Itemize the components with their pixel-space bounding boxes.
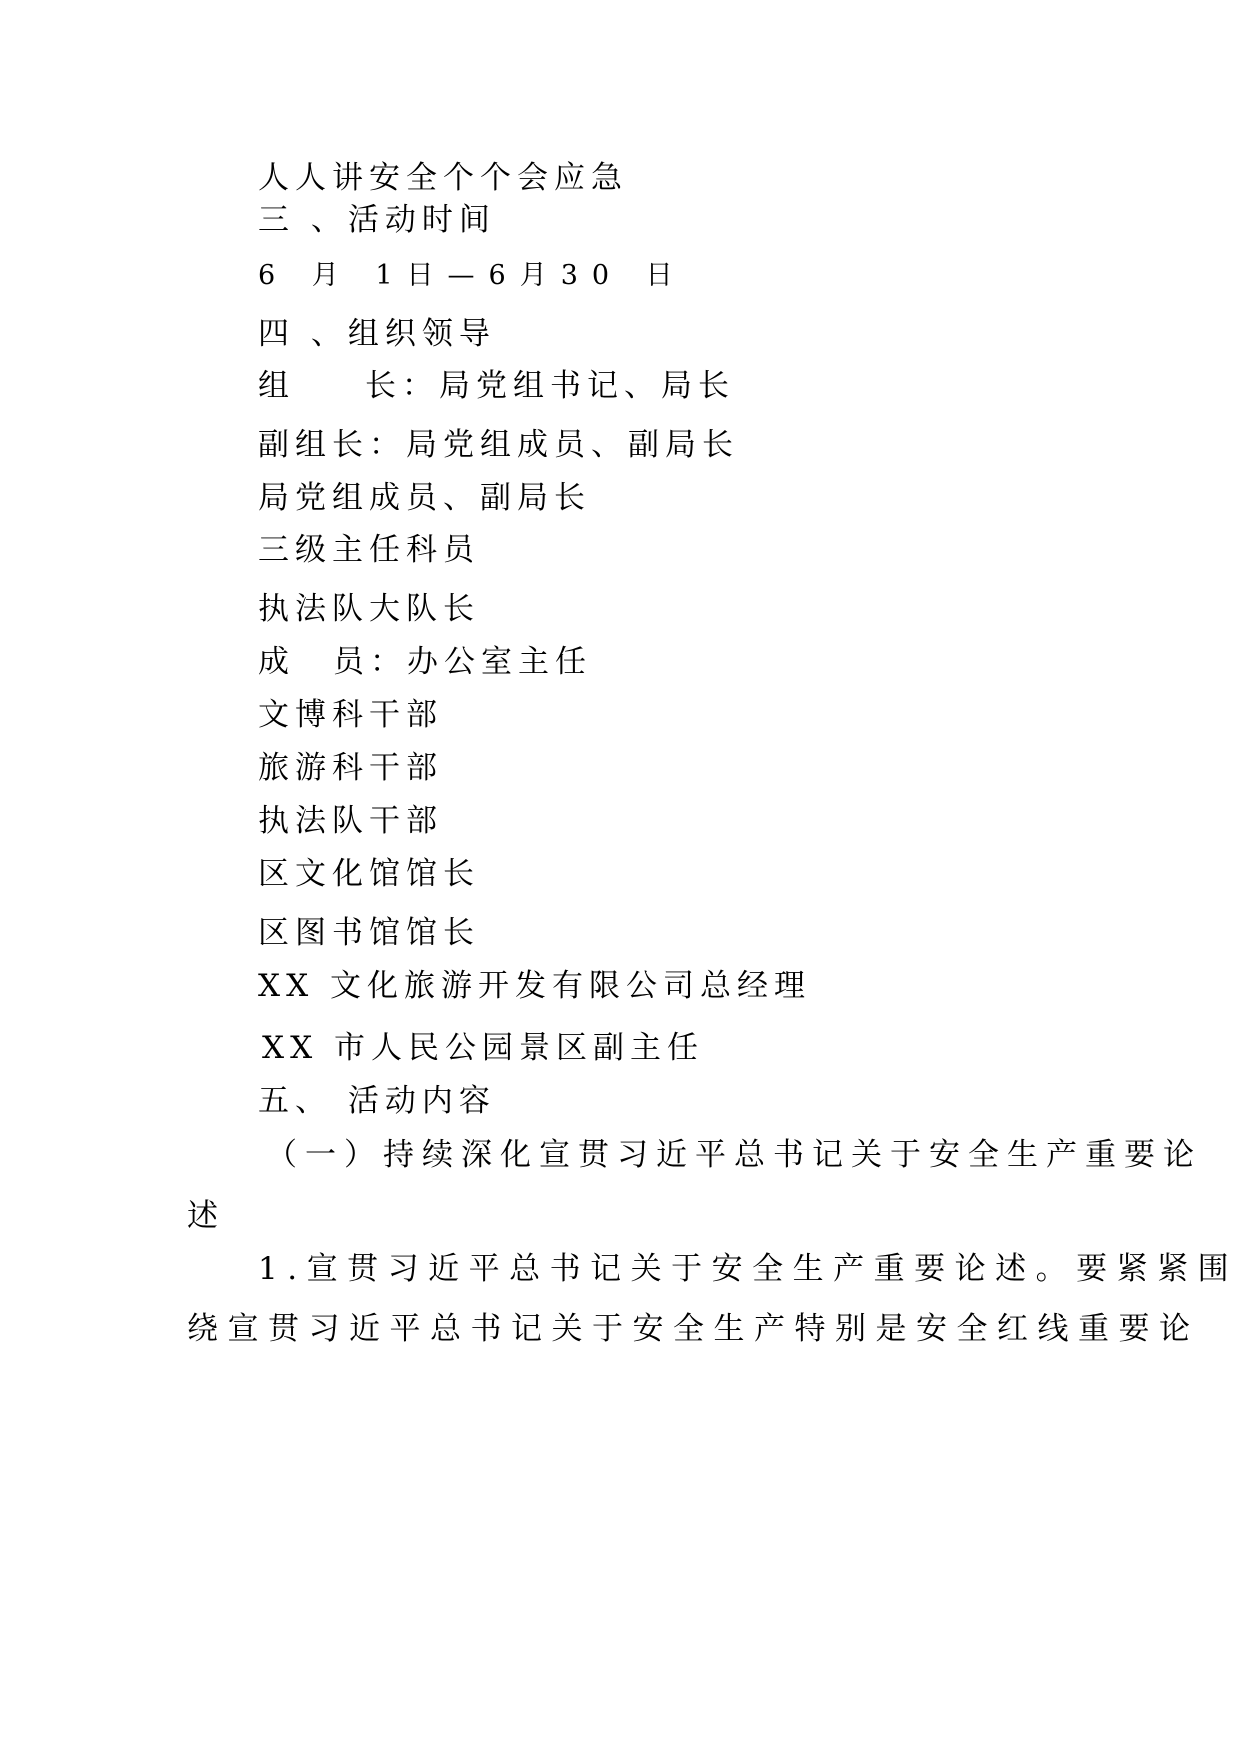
member-label-left: 成: [258, 644, 295, 680]
subsection-heading-1-cont: 述: [187, 1198, 228, 1234]
paragraph-1-line-2: 绕宣贯习近平总书记关于安全生产特别是安全红线重要论: [187, 1311, 1200, 1347]
deputy-leader-line-3: 三级主任科员: [258, 532, 480, 568]
paragraph-1-line-1: 1.宣贯习近平总书记关于安全生产重要论述。要紧紧围: [258, 1251, 1239, 1287]
member-label-right: 员：办公室主任: [333, 644, 592, 680]
member-line: [258, 642, 592, 682]
subsection-heading-1: （一）持续深化宣贯习近平总书记关于安全生产重要论: [266, 1137, 1202, 1173]
member-item-2: 旅游科干部: [258, 750, 443, 786]
deputy-leader-line-4: 执法队大队长: [258, 591, 480, 627]
group-leader-label-right: 长：局党组书记、局长: [365, 368, 735, 404]
activity-date: 6 月 1日—6月30 日: [258, 260, 687, 291]
member-item-3: 执法队干部: [258, 803, 443, 839]
slogan-line: 人人讲安全个个会应急: [258, 160, 628, 196]
deputy-leader-line-2: 局党组成员、副局长: [258, 480, 591, 516]
member-item-7: XX 市人民公园景区副主任: [262, 1030, 704, 1066]
member-item-5: 区图书馆馆长: [258, 915, 480, 951]
member-item-4: 区文化馆馆长: [258, 856, 480, 892]
deputy-leader-line: 副组长：局党组成员、副局长: [258, 427, 739, 463]
member-item-1: 文博科干部: [258, 697, 443, 733]
group-leader-line: [258, 366, 735, 406]
section-heading-leadership: 四 、组织领导: [258, 316, 496, 352]
section-heading-time: 三 、活动时间: [258, 202, 496, 238]
section-heading-content: 五、 活动内容: [258, 1083, 496, 1119]
member-item-6: XX 文化旅游开发有限公司总经理: [258, 968, 811, 1004]
group-leader-label-left: 组: [258, 368, 295, 404]
